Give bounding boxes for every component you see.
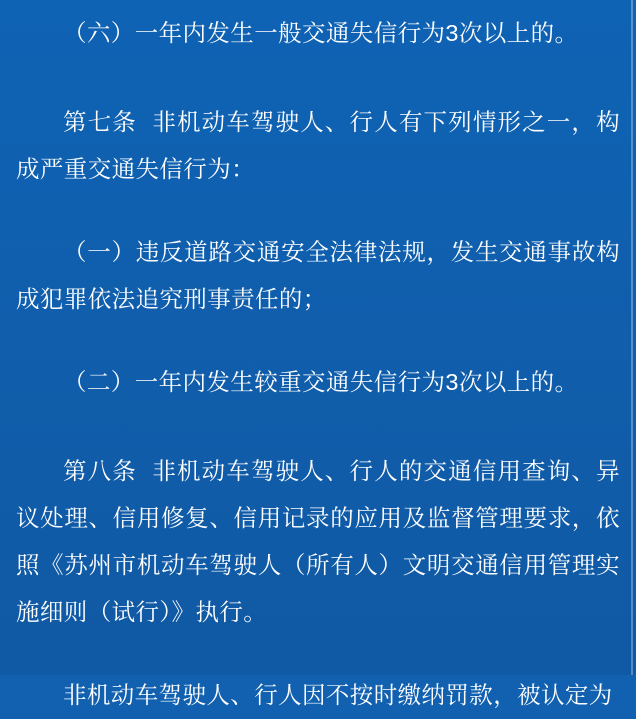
paragraph-article-8-continued: 非机动车驾驶人、行人因不按时缴纳罚款，被认定为 (63, 682, 613, 708)
paragraph-article-7-heading: 第七条 非机动车驾驶人、行人有下列情形之一，构成严重交通失信行为： (16, 109, 620, 182)
paragraph-item-6: （六）一年内发生一般交通失信行为3次以上的。 (63, 20, 579, 46)
paragraph-article-7-item-2: （二）一年内发生较重交通失信行为3次以上的。 (63, 369, 579, 395)
page-right-rule (631, 0, 633, 675)
paragraph-article-7-item-1: （一）违反道路交通安全法律法规，发生交通事故构成犯罪依法追究刑事责任的； (16, 239, 620, 312)
paragraph-article-8: 第八条 非机动车驾驶人、行人的交通信用查询、异议处理、信用修复、信用记录的应用及监督管理要求，依照《苏州市机动车驾驶人（所有人）文明交通信用管理实施细则（试行）》执行。 (16, 458, 620, 625)
